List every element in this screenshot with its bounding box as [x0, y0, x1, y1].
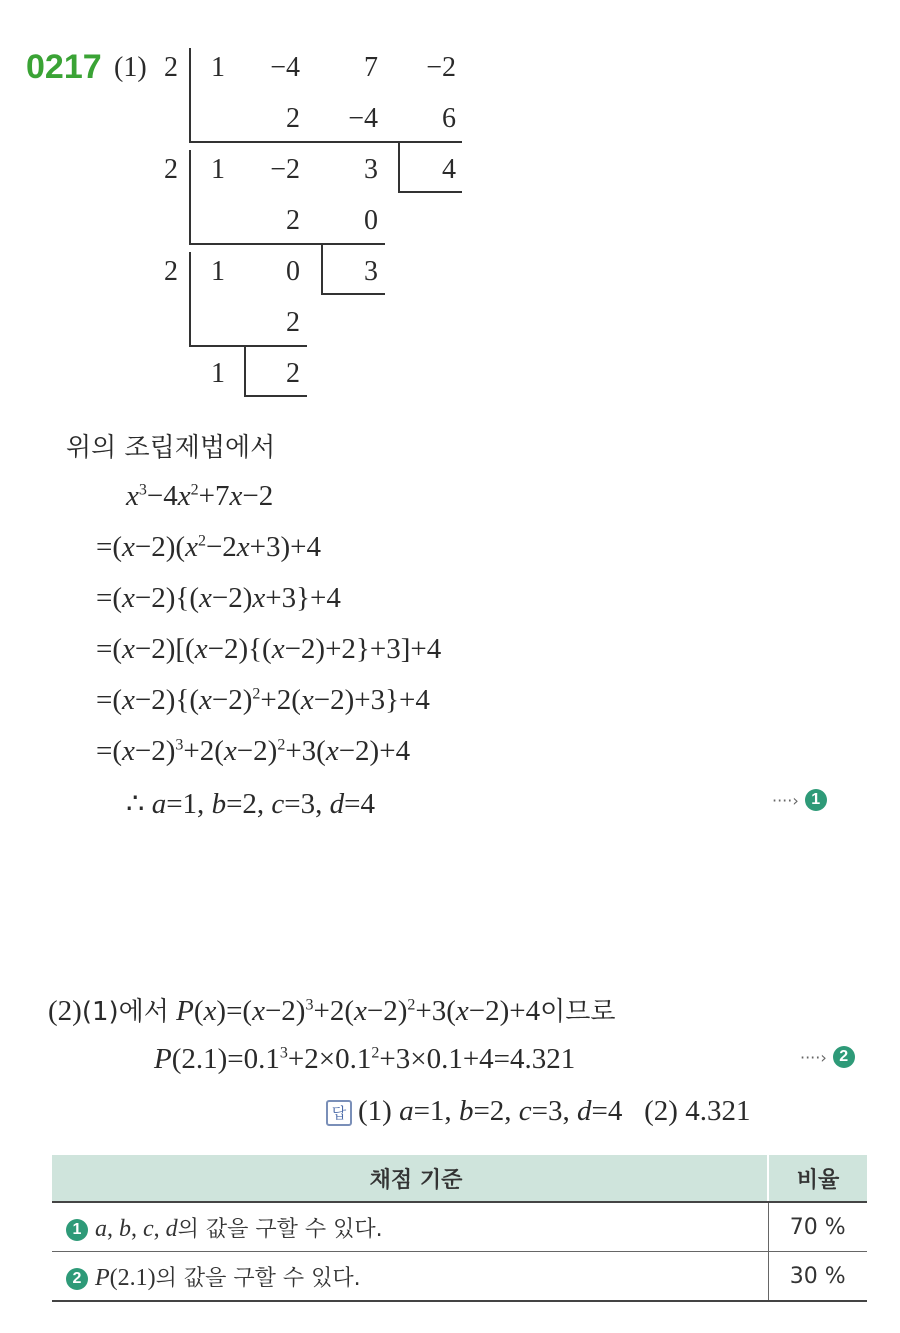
- divider-line: [189, 345, 307, 347]
- equation-line: $=(x-2)(x^2-2x+3)+4$: [96, 531, 322, 563]
- product-cell: −4: [348, 103, 378, 134]
- header-criteria: 채점 기준: [52, 1155, 768, 1202]
- divider-line: [189, 243, 385, 245]
- divider-line: [244, 395, 307, 397]
- answer-line: 답 (1) a=1, b=2, c=3, d=4 (2) 4.321: [326, 1095, 750, 1128]
- sum-cell: −2: [270, 154, 300, 185]
- sum-cell: 1: [211, 256, 225, 287]
- criteria-text: 의 값을 구할 수 있다.: [155, 1265, 361, 1291]
- arrow-icon: ····›: [800, 1047, 827, 1067]
- sum-cell: 0: [286, 256, 300, 287]
- coef-cell: −4: [270, 52, 300, 83]
- product-cell: 6: [442, 103, 456, 134]
- sum-cell: 1: [211, 154, 225, 185]
- divider-line: [398, 141, 400, 193]
- divider-line: [398, 191, 462, 193]
- part2-suffix: 이므로: [540, 997, 616, 1027]
- part2-label: (2): [48, 995, 82, 1027]
- circled-number-icon: 2: [66, 1268, 88, 1290]
- divider-line: [321, 243, 323, 295]
- coef-cell: −2: [426, 52, 456, 83]
- divider-line: [244, 345, 246, 397]
- ratio-cell: 30 %: [768, 1252, 867, 1302]
- divider-line: [321, 293, 385, 295]
- ratio-cell: 70 %: [768, 1202, 867, 1252]
- equation-line: =(x−2){(x−2)x+3}+4: [96, 582, 341, 614]
- part2-line2: $P(2.1)=0.1^3+2\times 0.1^2+3\times 0.1+4=4.321$: [154, 1043, 576, 1075]
- table-header-row: [52, 1155, 867, 1202]
- divisor-1: 2: [164, 52, 178, 83]
- sum-cell: 1: [211, 358, 225, 389]
- equation-line: $x^3-4x^2+7x-2$: [126, 480, 274, 512]
- product-cell: 2: [286, 205, 300, 236]
- part2-line1: (2)(1)에서 $P(x)=(x-2)^3+2(x-2)^2+3(x-2)+4$이므로: [48, 995, 616, 1027]
- table-row: [52, 1202, 867, 1252]
- divider-line: [189, 48, 191, 143]
- product-cell: 2: [286, 103, 300, 134]
- conclusion-line: ∴ a=1, b=2, c=3, d=4: [126, 788, 376, 820]
- divisor-3: 2: [164, 256, 178, 287]
- criteria-text: 의 값을 구할 수 있다.: [177, 1216, 383, 1242]
- equation-line: $=(x-2)\{(x-2)^2+2(x-2)+3\}+4$: [96, 684, 430, 716]
- solution-intro: 위의 조립제법에서: [66, 433, 276, 463]
- table-row: [52, 1252, 867, 1302]
- product-cell: 0: [364, 205, 378, 236]
- circled-number-icon: 2: [833, 1046, 855, 1068]
- remainder-cell: 4: [442, 154, 456, 185]
- coef-cell: 1: [211, 52, 225, 83]
- criteria-cell: 1 a, b, c, d의 값을 구할 수 있다.: [52, 1202, 768, 1252]
- sum-cell: 3: [364, 154, 378, 185]
- circled-number-icon: 1: [805, 789, 827, 811]
- divider-line: [189, 141, 462, 143]
- circled-number-icon: 1: [66, 1219, 88, 1241]
- arrow-icon: ····›: [772, 790, 799, 810]
- remainder-cell: 2: [286, 358, 300, 389]
- divisor-2: 2: [164, 154, 178, 185]
- remainder-cell: 3: [364, 256, 378, 287]
- answer-icon: 답: [326, 1100, 352, 1126]
- coef-cell: 7: [364, 52, 378, 83]
- problem-number: 0217: [26, 48, 102, 86]
- header-ratio: 비율: [768, 1155, 867, 1202]
- step-marker-2: [800, 1046, 855, 1068]
- answer-value: 4.321: [685, 1095, 751, 1127]
- grading-table: [52, 1155, 867, 1302]
- part1-label: (1): [114, 52, 147, 83]
- part2-from: (1)에서: [81, 997, 169, 1027]
- divider-line: [189, 150, 191, 245]
- product-cell: 2: [286, 307, 300, 338]
- divider-line: [189, 252, 191, 347]
- equation-line: $=(x-2)^3+2(x-2)^2+3(x-2)+4$: [96, 735, 411, 767]
- step-marker-1: [772, 789, 827, 811]
- criteria-cell: 2 P(2.1)의 값을 구할 수 있다.: [52, 1252, 768, 1302]
- equation-line: =(x−2)[(x−2){(x−2)+2}+3]+4: [96, 633, 442, 665]
